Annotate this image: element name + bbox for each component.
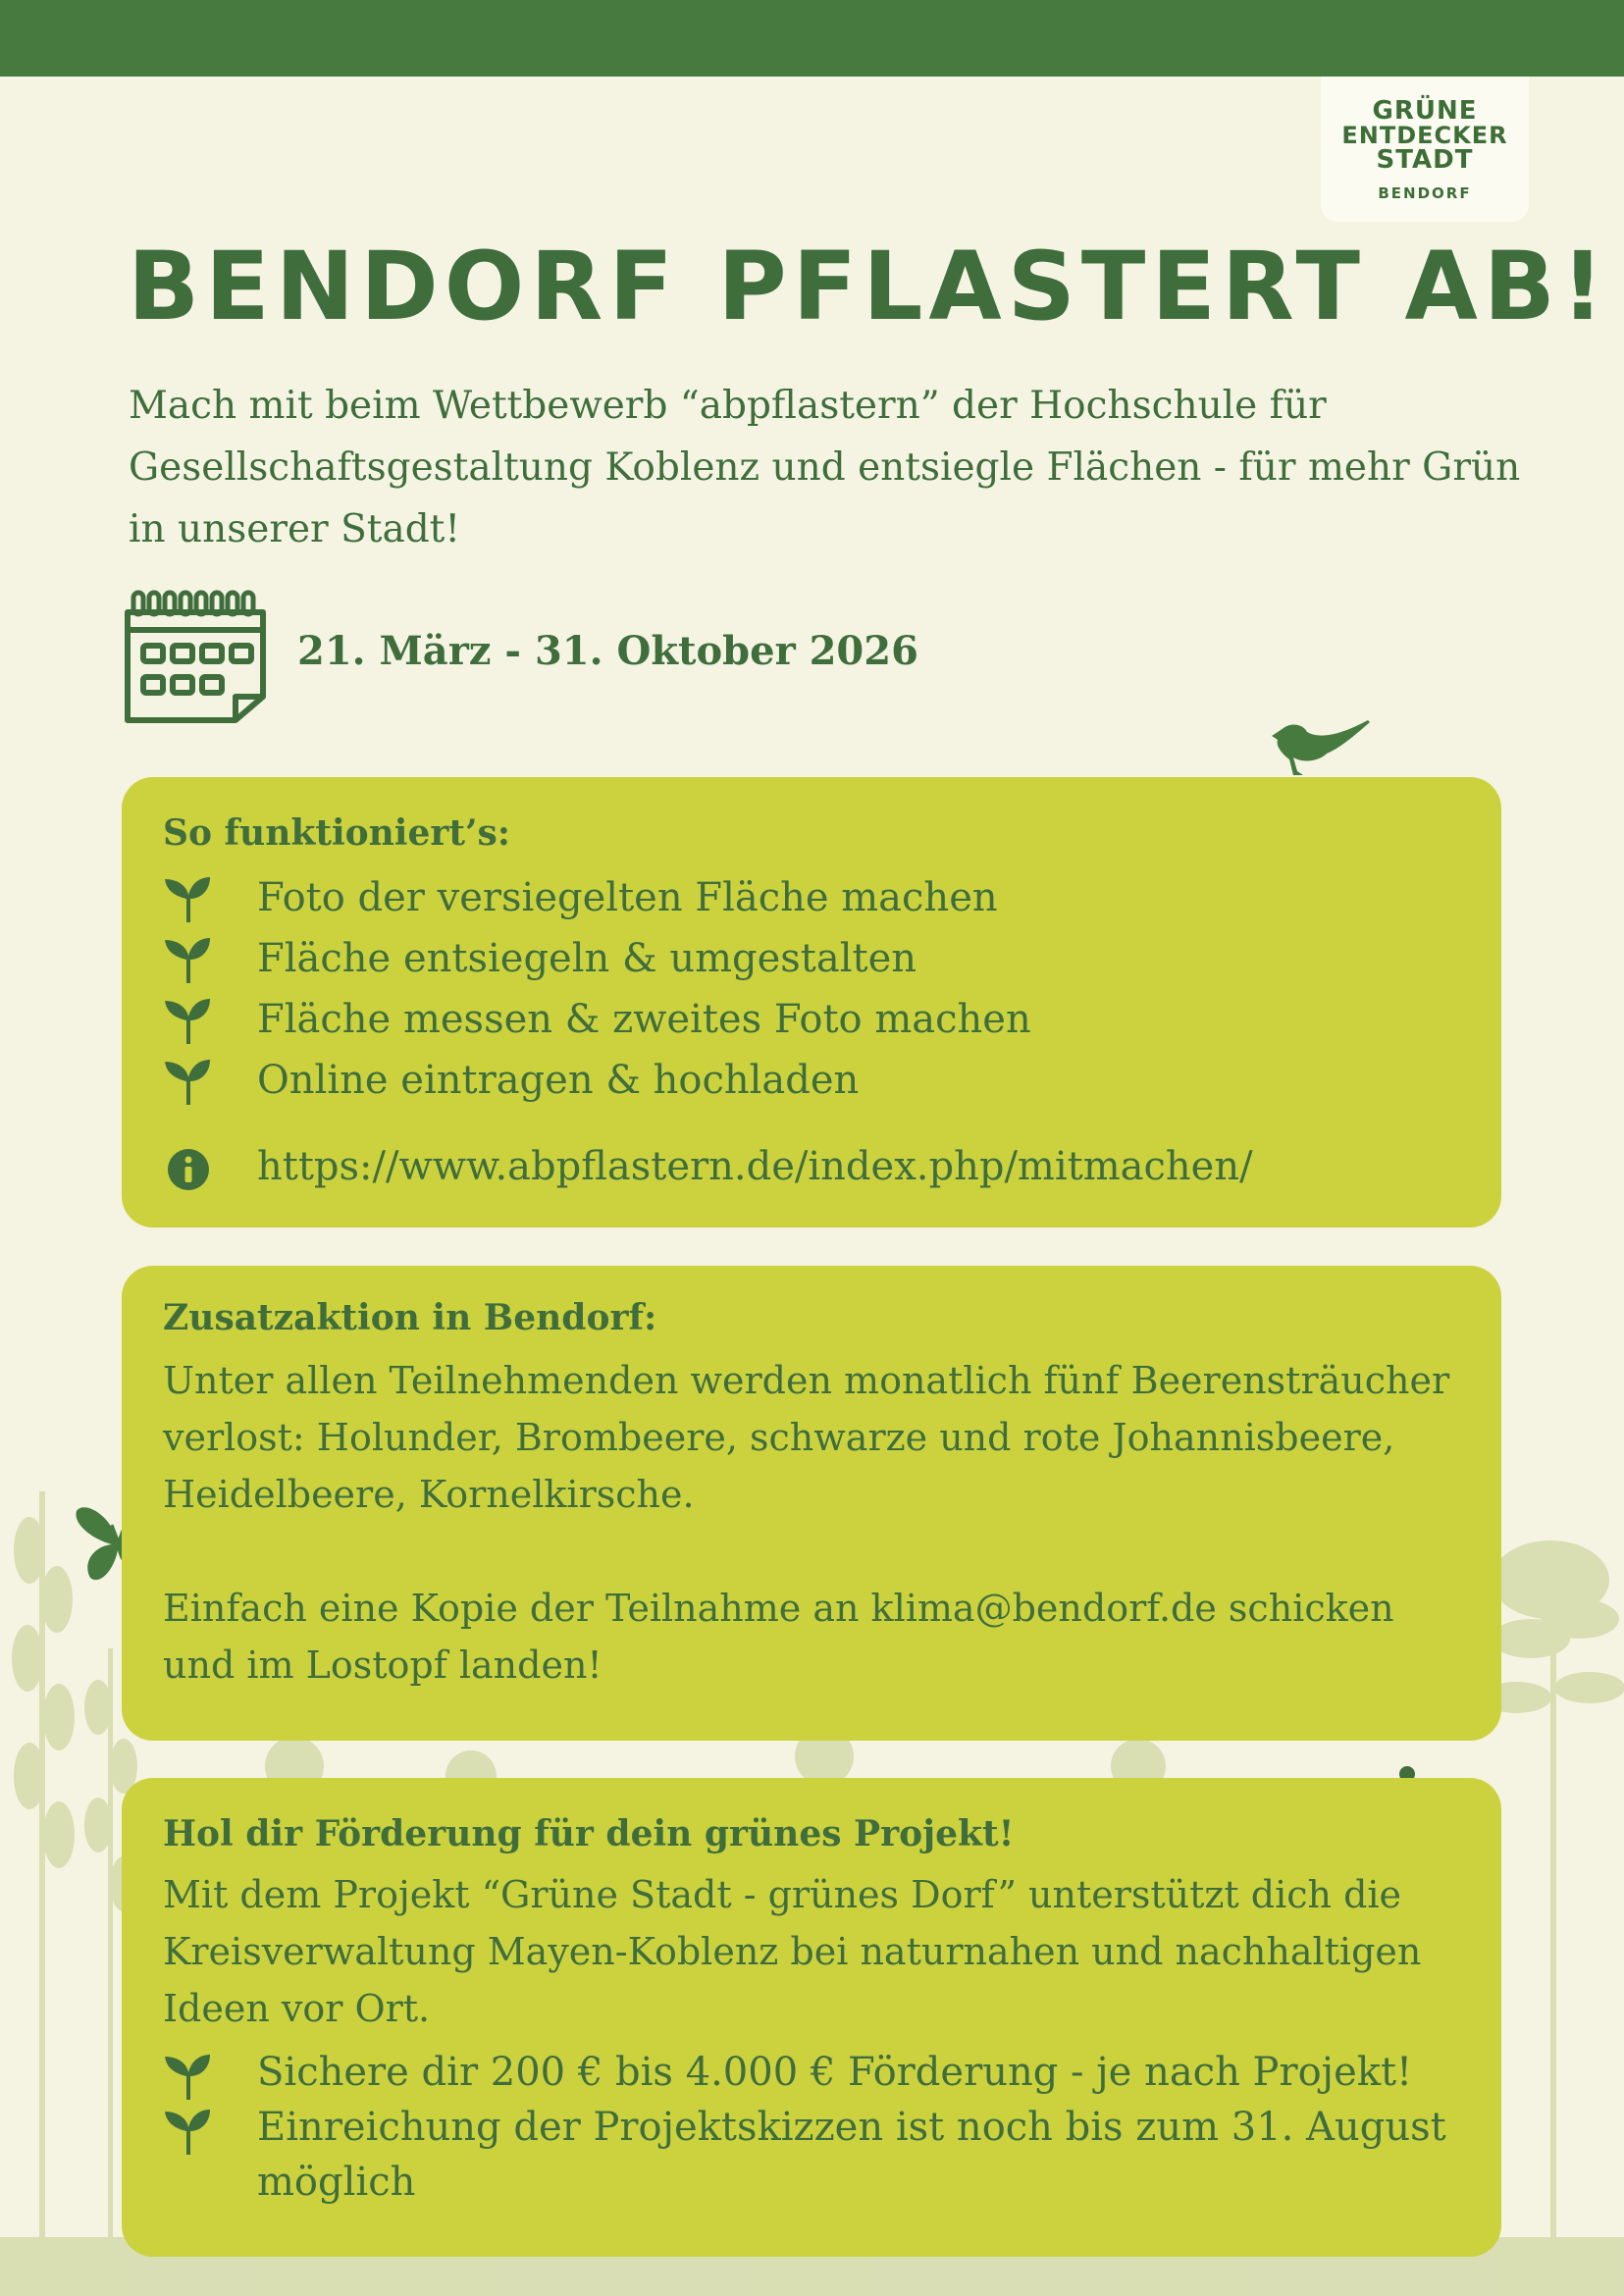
list-item-text: Fläche entsiegeln & umgestalten	[257, 936, 917, 981]
extra-action-heading: Zusatzaktion in Bendorf:	[163, 1297, 657, 1338]
sprout-icon	[163, 1060, 212, 1105]
logo-line-1: GRÜNE	[1372, 95, 1478, 126]
list-item-text: Online eintragen & hochladen	[257, 1058, 860, 1103]
event-date: 21. März - 31. Oktober 2026	[297, 628, 918, 674]
page-title: BENDORF PFLASTERT AB!	[128, 232, 1610, 341]
bird-icon	[1264, 714, 1372, 783]
mitmachen-link[interactable]: https://www.abpflastern.de/index.php/mitmachen/	[257, 1144, 1253, 1189]
top-bar	[0, 0, 1624, 77]
how-it-works-heading: So funktioniert’s:	[163, 812, 511, 854]
extra-action-card	[122, 1266, 1501, 1741]
sprout-icon	[163, 938, 212, 983]
list-item-text: Foto der versiegelten Fläche machen	[257, 875, 998, 920]
list-item	[163, 928, 1460, 989]
funding-list	[163, 2045, 1460, 2210]
funding-text: Mit dem Projekt “Grüne Stadt - grünes Dorf” unterstützt dich die Kreisverwaltung Mayen-Koblenz bei naturnahen und nachhaltigen Ideen vor Ort.	[163, 1873, 1422, 2030]
sprout-icon	[163, 999, 212, 1044]
funding-card	[122, 1778, 1501, 2257]
list-item	[163, 1050, 1460, 1111]
info-link-row	[163, 1136, 1460, 1197]
how-it-works-list	[163, 867, 1460, 1111]
calendar-icon	[122, 587, 269, 724]
extra-action-email-text: Einfach eine Kopie der Teilnahme an klima@bendorf.de schicken und im Lostopf landen!	[163, 1587, 1394, 1687]
list-item	[163, 867, 1460, 928]
list-item	[163, 2100, 1460, 2210]
logo-line-4: BENDORF	[1378, 183, 1472, 202]
list-item-text: Fläche messen & zweites Foto machen	[257, 997, 1031, 1042]
list-item	[163, 989, 1460, 1050]
sprout-icon	[163, 877, 212, 922]
intro-text: Mach mit beim Wettbewerb “abpflastern” der Hochschule für Gesellschaftsgestaltung Koblenz und entsiegle Flächen - für mehr Grün in unserer Stadt!	[129, 384, 1521, 551]
list-item	[163, 2045, 1460, 2100]
info-icon	[167, 1148, 210, 1191]
how-it-works-card	[122, 777, 1501, 1227]
list-item-text: Sichere dir 200 € bis 4.000 € Förderung - je nach Projekt!	[257, 2050, 1413, 2095]
extra-action-text: Unter allen Teilnehmenden werden monatlich fünf Beerensträucher verlost: Holunder, Brombeere, schwarze und rote Johannisbeere, Heidelbeere, Kornelkirsche.	[163, 1359, 1450, 1516]
sprout-icon	[163, 2055, 212, 2100]
logo	[1321, 77, 1529, 222]
logo-line-3: STADT	[1376, 144, 1474, 175]
funding-heading: Hol dir Förderung für dein grünes Projekt!	[163, 1813, 1015, 1854]
sprout-icon	[163, 2110, 212, 2155]
logo-line-2: ENTDECKER	[1341, 121, 1508, 149]
list-item-text: Einreichung der Projektskizzen ist noch bis zum 31. August möglich	[257, 2105, 1446, 2205]
